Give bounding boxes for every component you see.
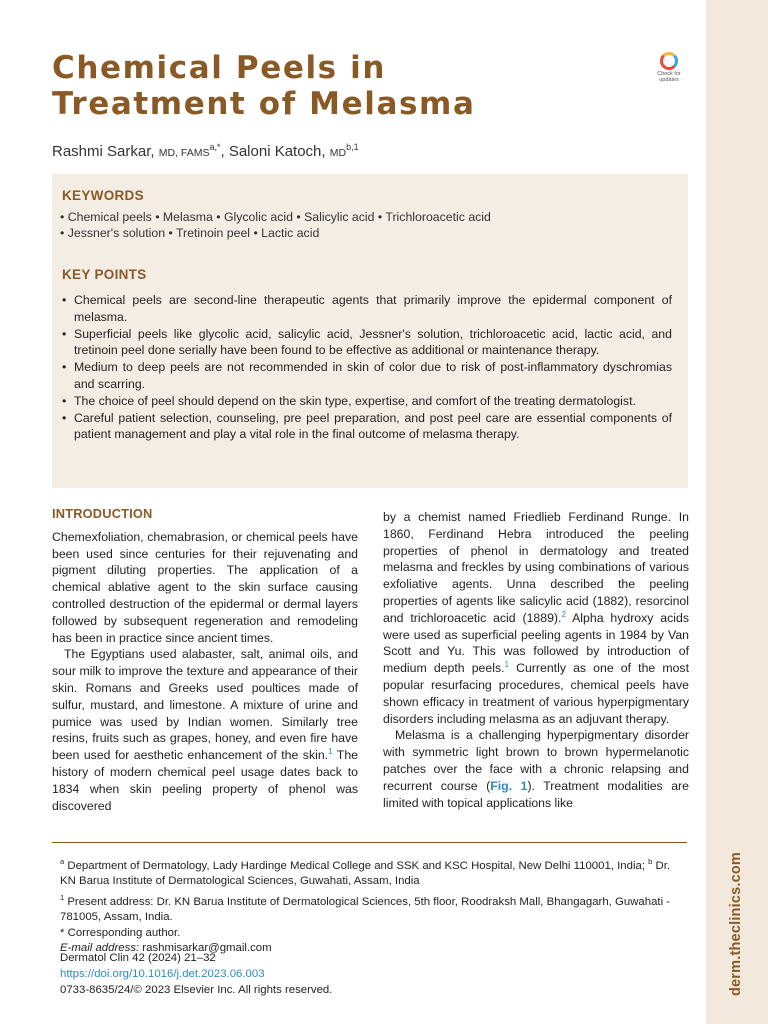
citation-link[interactable]: 1 [328, 747, 333, 757]
crossmark-icon [660, 52, 678, 70]
affil-b-text: Dr. KN Barua Institute of Dermatological Sciences, Guwahati, Assam, India [60, 859, 671, 888]
paragraph-3 [383, 727, 689, 811]
key-point-item: • Medium to deep peels are not recommended in skin of color due to risk of post-inflammatory dyschromias and scarring. [60, 359, 672, 393]
keywords-keypoints-box [52, 174, 688, 488]
melasma-text: Melasma is a challenging hyperpigmentary disorder with symmetric light brown to brown hypermelanotic patches over the face with a chronic relapsing and recurrent course ( [383, 728, 689, 793]
badge-text: Check for updates [657, 71, 681, 83]
paragraph-2-text: The Egyptians used alabaster, salt, animal oils, and sour milk to improve the texture and appearance of their skin. Romans and Greeks used poultices made of sulfur, mustard, and limestone. A mixture of urine and pumice was used by Indian women. Similarly tree resins, fruits such as grapes, honey, and even fire have been used for aesthetic enhancement of the skin. [52, 647, 358, 763]
body-column-left [52, 506, 358, 814]
author-1-degree: MD, FAMS [158, 147, 210, 159]
melasma-text-cont: ). Treatment modalities are limited with topical applications like [383, 778, 689, 810]
affiliation-ab [60, 854, 688, 890]
introduction-heading: INTRODUCTION [52, 506, 153, 521]
corresponding-author: * Corresponding author. [60, 926, 181, 939]
keywords-heading: KEYWORDS [62, 188, 144, 203]
title-line-1: Chemical Peels in [52, 50, 387, 86]
author-2-affil: b,1 [346, 142, 359, 152]
affiliation-present [60, 890, 688, 926]
key-point-item: • Careful patient selection, counseling, pre peel preparation, and post peel care are essential components of patient management and play a vital role in the final outcome of melasma therapy. [60, 410, 672, 444]
journal-citation: Dermatol Clin 42 (2024) 21–32 [60, 952, 216, 964]
citation-link[interactable]: 1 [504, 660, 509, 670]
affil-a-text: Department of Dermatology, Lady Hardinge Medical College and SSK and KSC Hospital, New Delhi 110001, India; [64, 859, 649, 872]
keywords-line-2: • Jessner's solution • Tretinoin peel • Lactic acid [60, 226, 320, 240]
paragraph-2-text-cont: The history of modern chemical peel usage dates back to 1834 when skin peeling property of phenol was discovered [52, 748, 358, 813]
key-point-item: • Chemical peels are second-line therapeutic agents that primarily improve the epidermal component of melasma. [60, 292, 672, 326]
author-list [52, 142, 359, 160]
citation-link[interactable]: 2 [561, 609, 566, 619]
affil-a-mark: a [60, 857, 65, 866]
history-text-cont: Alpha hydroxy acids were used as superficial peeling agents in 1984 by Van Scott and Yu. This was followed by introduction of medium depth peels. [383, 610, 689, 676]
paragraph-2 [52, 646, 358, 814]
paragraph-2-continued [383, 509, 689, 727]
paragraph-1: Chemexfoliation, chemabrasion, or chemical peels have been used since centuries for their rejuvenating and pigment diluting properties. The application of a chemical ablative agent to the skin surface causing controlled destruction of the epidermal or dermal layers followed by subsequent regeneration and remodeling has been in practice since ancient times. [52, 529, 358, 645]
doi-link[interactable]: https://doi.org/10.1016/j.det.2023.06.003 [60, 968, 265, 980]
body-column-right [383, 509, 689, 811]
keywords-line-1: • Chemical peels • Melasma • Glycolic acid • Salicylic acid • Trichloroacetic acid [60, 210, 491, 224]
author-2-name: Saloni Katoch, [228, 143, 330, 160]
article-title [52, 50, 475, 122]
email-address[interactable]: rashmisarkar@gmail.com [139, 942, 272, 955]
copyright: 0733-8635/24/© 2023 Elsevier Inc. All rights reserved. [60, 984, 333, 996]
author-1-affil: a,* [209, 142, 221, 152]
author-2-degree: MD [329, 147, 347, 159]
key-points-heading: KEY POINTS [62, 267, 147, 282]
title-line-2: Treatment of Melasma [52, 86, 476, 122]
journal-sidebar [706, 0, 768, 1024]
key-points-list [60, 292, 672, 443]
journal-url[interactable]: derm.theclinics.com [728, 851, 744, 996]
history-text: by a chemist named Friedlieb Ferdinand Runge. In 1860, Ferdinand Hebra introduced the peeling properties of phenol in dermatology and treated melasma and freckles by using combinations of various exfoliative agents. Unna described the peeling properties of agents like salicylic acid (1882), resorcinol and trichloroacetic acid (1889). [383, 510, 689, 625]
affil-b-mark: b [648, 857, 653, 866]
footnote-divider [52, 842, 687, 843]
author-separator: , [220, 143, 229, 160]
affiliations [60, 854, 688, 957]
email-label: E-mail address: [60, 942, 140, 955]
history-text-end: Currently as one of the most popular resurfacing procedures, chemical peels have shown efficacy in treatment of various hyperpigmentary disorders including melasma as an adjuvant therapy. [383, 661, 689, 726]
author-1-name: Rashmi Sarkar, [52, 143, 159, 160]
figure-link[interactable]: Fig. 1 [490, 778, 528, 793]
key-point-item: • The choice of peel should depend on the skin type, expertise, and comfort of the treating dermatologist. [60, 393, 672, 410]
affil-1-mark: 1 [60, 892, 65, 902]
key-point-item: • Superficial peels like glycolic acid, salicylic acid, Jessner's solution, trichloroacetic acid, lactic acid, and tretinoin peel done serially have been found to be effective as additional or maintenance therapy. [60, 326, 672, 360]
citation-footer [60, 950, 332, 998]
affil-1-text: Present address: Dr. KN Barua Institute of Dermatological Sciences, 5th floor, Roodraksh Mall, Bhangagarh, Guwahati - 781005, Assam, India. [60, 895, 671, 924]
check-for-updates-badge[interactable] [652, 52, 686, 83]
